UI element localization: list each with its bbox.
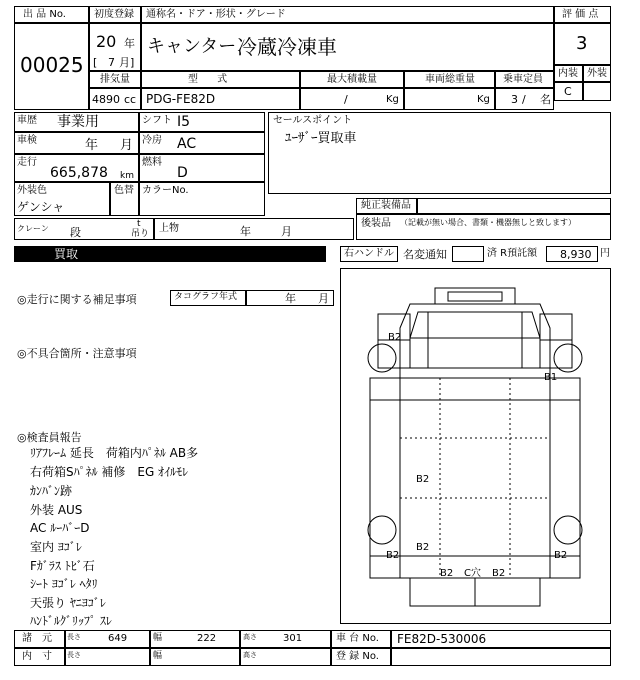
inspector-line: ﾘｱﾌﾚｰﾑ 延長 荷箱内ﾊﾟﾈﾙ AB多 — [30, 446, 199, 460]
recycle-amount: 8,930 — [560, 248, 592, 261]
lot-number: 00025 — [20, 53, 84, 77]
recycle-unit: 円 — [600, 248, 610, 259]
width-value: 222 — [197, 633, 217, 644]
cab-roof-light — [448, 292, 502, 301]
inspector-line: ｼｰﾄ ﾖｺﾞﾚ ﾍﾀﾘ — [30, 577, 98, 591]
damage-mark: B2 — [416, 474, 430, 485]
score-label: 評 価 点 — [562, 9, 599, 20]
inspector-label: ◎検査員報告 — [17, 431, 82, 444]
name-change-label: 名変通知 — [403, 248, 447, 261]
chassis-value: FE82D-530006 — [397, 632, 487, 646]
reg-month-open: [ — [93, 56, 98, 69]
inspector-line: 右荷箱Sﾊﾟﾈﾙ 補修 EG ｵｲﾙﾓﾚ — [30, 465, 189, 479]
max-load-sep: / — [344, 93, 348, 106]
mileage-unit: km — [120, 171, 134, 181]
capacity-value: 3 — [511, 93, 518, 106]
in-width-cell — [150, 648, 240, 666]
interior-value: C — [564, 85, 572, 98]
car-name: キャンター — [147, 36, 237, 57]
displacement-value: 4890 — [92, 93, 120, 106]
shift-value: I5 — [177, 114, 191, 130]
driving-notes-label: ◎走行に関する補足事項 — [17, 293, 137, 306]
exterior-label: 外装 — [587, 68, 607, 79]
reg-month-unit: 月] — [119, 56, 135, 69]
lift-month-unit: 月 — [281, 225, 292, 238]
damage-mark: B2 — [388, 332, 402, 343]
capacity-label: 乗車定員 — [503, 74, 543, 85]
color-value: ゲンシャ — [17, 200, 65, 214]
aftermarket-label: 後装品 — [361, 218, 391, 229]
damage-mark: B2 — [386, 550, 400, 561]
shift-label: シフト — [142, 115, 172, 126]
damage-mark: B2 — [554, 550, 568, 561]
reg-year: 20 — [96, 32, 117, 51]
name-change-box — [452, 246, 484, 262]
sales-point-label: セールスポイント — [273, 115, 353, 126]
usage-label: 車歴 — [17, 115, 37, 126]
crane-label: クレーン — [17, 224, 49, 233]
reg-value-cell — [391, 648, 611, 666]
length-value: 649 — [108, 633, 128, 644]
name-label: 通称名・ドア・形状・グレード — [146, 9, 286, 20]
inspector-line: AC ﾙｰﾊﾞｰD — [30, 521, 90, 535]
score-value: 3 — [576, 33, 588, 54]
max-load-label: 最大積載量 — [327, 74, 377, 85]
purchase-bar — [14, 246, 326, 262]
specs-label: 諸 元 — [22, 633, 52, 644]
wheel-rear-right — [554, 516, 582, 544]
capacity-unit: 名 — [540, 93, 551, 106]
aircon-value: AC — [177, 136, 197, 152]
inspection-year-unit: 年 — [85, 138, 99, 153]
crane-ton-unit: t — [137, 219, 141, 229]
gross-weight-unit: Kg — [477, 94, 490, 105]
genuine-value-cell — [417, 198, 611, 214]
inspection-label: 車検 — [17, 135, 37, 146]
model-value: PDG-FE82D — [146, 92, 216, 106]
cab-windshield — [410, 312, 540, 368]
genuine-label: 純正装備品 — [361, 200, 411, 211]
steering-value: 右ハンドル — [344, 248, 394, 259]
length-label: 長さ — [67, 633, 81, 641]
mileage-label: 走行 — [17, 157, 37, 168]
in-width-label: 幅 — [153, 651, 163, 661]
in-height-label: 高さ — [243, 651, 257, 659]
reg-month: 7 — [108, 56, 115, 69]
width-label: 幅 — [153, 633, 163, 643]
height-label: 高さ — [243, 633, 257, 641]
gross-weight-label: 車両総重量 — [425, 74, 475, 85]
height-value: 301 — [283, 633, 303, 644]
reg-year-unit: 年 — [124, 37, 135, 50]
damage-mark: B2 — [440, 568, 454, 579]
color-no-label: カラーNo. — [142, 185, 189, 196]
fuel-label: 燃料 — [142, 157, 162, 168]
aircon-label: 冷房 — [142, 135, 162, 146]
color-label: 外装色 — [17, 185, 47, 196]
capacity-sep: / — [522, 93, 526, 106]
inspector-line: 天張り ﾔﾆﾖｺﾞﾚ — [30, 596, 106, 610]
lift-label: 上物 — [159, 223, 179, 234]
mileage-value: 665,878 — [50, 165, 108, 181]
sales-point-text: ﾕｰｻﾞｰ買取車 — [285, 131, 357, 146]
cargo-box-right-side — [550, 378, 580, 578]
damage-mark: C穴 — [464, 568, 481, 579]
reg-label: 登 録 No. — [336, 651, 379, 662]
inspector-line: Fｶﾞﾗｽ ﾄﾋﾞ石 — [30, 559, 95, 573]
first-reg-label: 初度登録 — [94, 9, 134, 20]
recycle-label: 済 R預託額 — [487, 248, 538, 259]
truck-diagram — [340, 268, 611, 624]
chassis-label: 車 台 No. — [336, 633, 379, 644]
inspector-line: 外装 AUS — [30, 503, 83, 517]
lift-cell — [154, 218, 354, 240]
fuel-value: D — [177, 165, 188, 181]
damage-mark: B1 — [544, 372, 558, 383]
inspector-line: ｶﾝﾊﾞﾝ跡 — [30, 484, 73, 498]
purchase-label: 買取 — [54, 247, 79, 261]
usage-value: 事業用 — [57, 114, 99, 130]
exterior-value-cell — [583, 82, 611, 101]
damage-mark: B2 — [416, 542, 430, 553]
inspector-line: 室内 ﾖｺﾞﾚ — [30, 540, 82, 554]
defects-label: ◎不具合箇所・注意事項 — [17, 347, 137, 360]
cab-right-side — [540, 314, 572, 368]
dims-label: 内 寸 — [22, 651, 52, 662]
wheel-rear-left — [368, 516, 396, 544]
tacho-month-unit: 月 — [318, 292, 329, 305]
inspector-line: ﾊﾝﾄﾞﾙｸﾞﾘｯﾌﾟ ｽﾚ — [30, 614, 112, 628]
width-cell — [150, 630, 240, 648]
crane-stage-unit: 段 — [70, 226, 81, 239]
model-label: 型 式 — [188, 74, 228, 85]
damage-mark: B2 — [492, 568, 506, 579]
cargo-box-left-side — [370, 378, 400, 578]
cab-outline — [400, 304, 550, 378]
interior-label: 内装 — [558, 68, 578, 79]
displacement-unit: cc — [124, 93, 137, 106]
tacho-year-unit: 年 — [285, 292, 296, 305]
crane-hang-label: 吊り — [131, 229, 150, 239]
lot-label: 出 品 No. — [23, 9, 66, 20]
max-load-unit: Kg — [386, 94, 399, 105]
aftermarket-note: （記載が無い場合、書類・機器無しと致します） — [400, 218, 576, 227]
in-length-label: 長さ — [67, 651, 81, 659]
inspection-month-unit: 月 — [120, 138, 134, 153]
lift-year-unit: 年 — [240, 225, 251, 238]
color-change-label: 色替 — [114, 185, 134, 196]
tacho-label: タコグラフ年式 — [174, 292, 238, 302]
car-grade: 冷蔵冷凍車 — [237, 35, 337, 59]
cab-roof-top — [435, 288, 515, 304]
displacement-label: 排気量 — [100, 74, 130, 85]
